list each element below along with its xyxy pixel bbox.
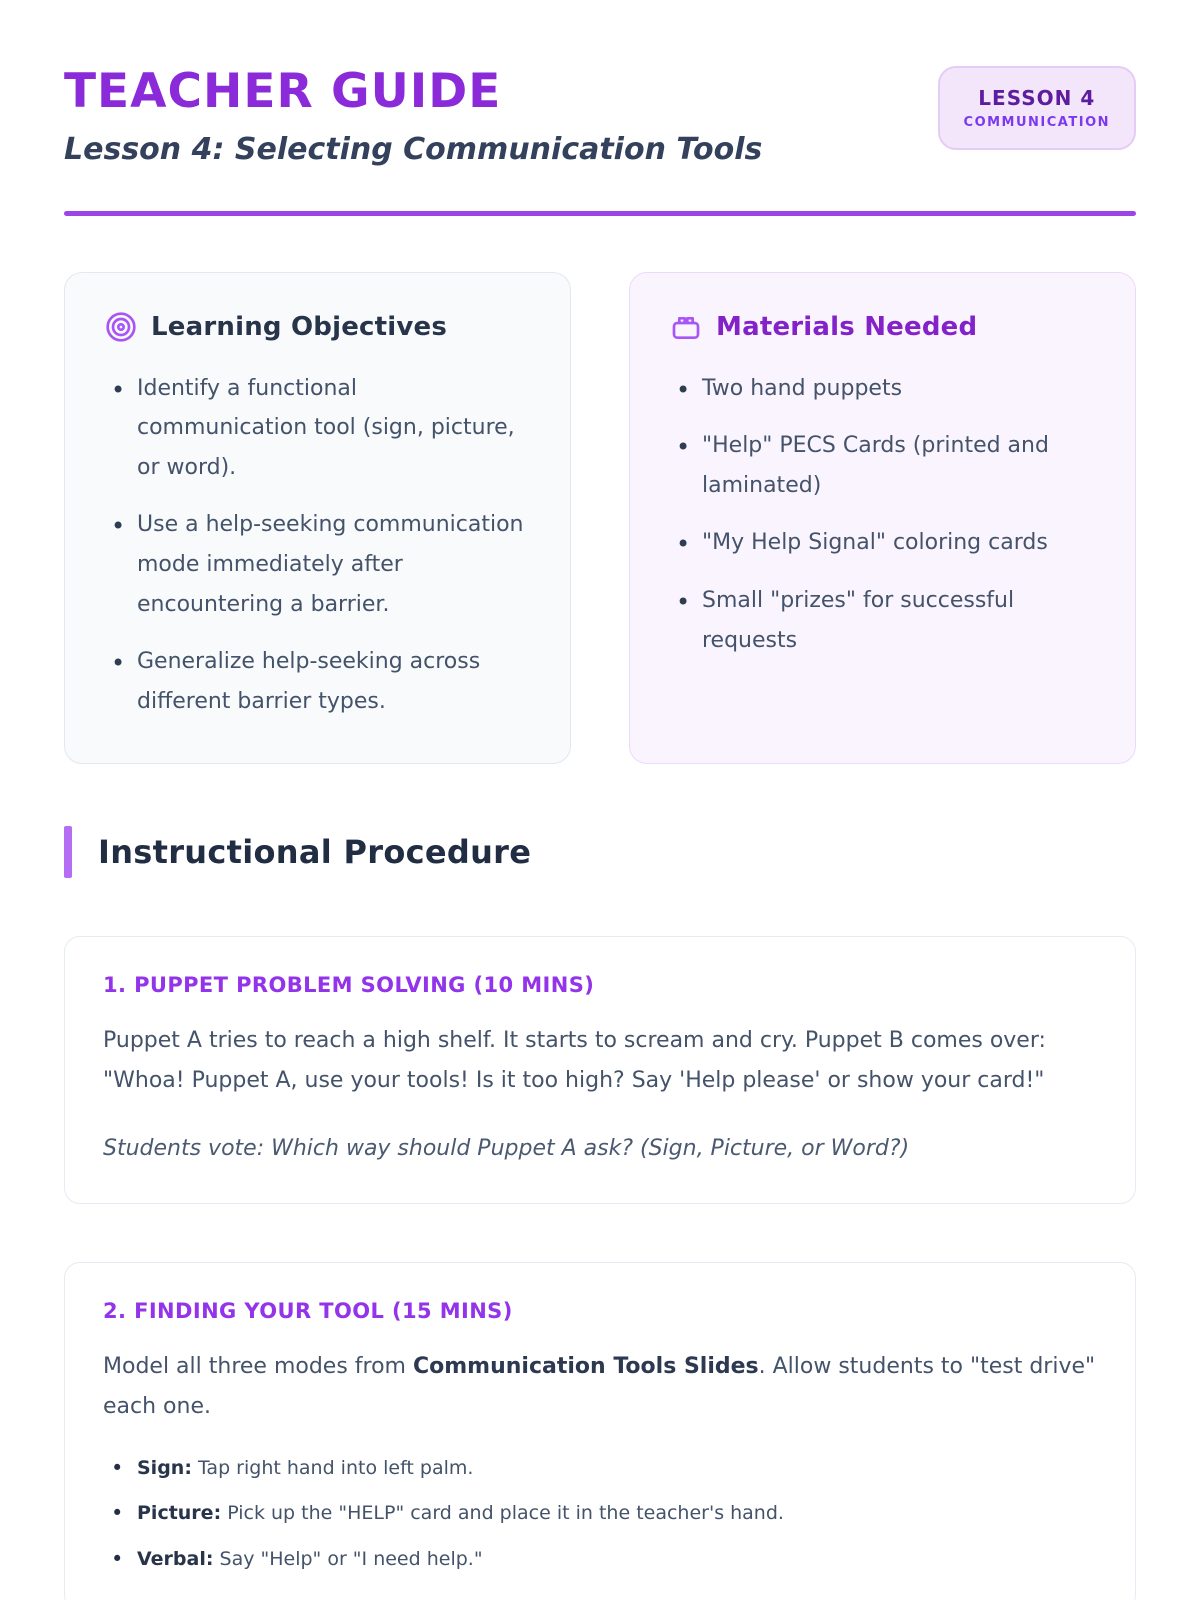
materials-heading: Materials Needed (716, 311, 978, 342)
lesson-subtitle: Lesson 4: Selecting Communication Tools (64, 131, 763, 167)
mode-label: Picture: (137, 1502, 222, 1525)
mode-text: Tap right hand into left palm. (191, 1456, 474, 1479)
material-item: • Small "prizes" for successful requests (670, 581, 1095, 660)
step-card-2 (64, 1262, 1136, 1600)
objective-item: • Generalize help-seeking across different barrier types. (105, 642, 530, 721)
toolbox-icon (670, 311, 702, 343)
page-header (64, 66, 1136, 167)
step-1-note: Students vote: Which way should Puppet A ask? (Sign, Picture, or Word?) (103, 1135, 910, 1161)
badge-category: COMMUNICATION (963, 115, 1110, 130)
lesson-badge (938, 66, 1136, 150)
header-divider (64, 211, 1136, 216)
mode-bullet (103, 1453, 1097, 1483)
step-2-title: 2. FINDING YOUR TOOL (15 MINS) (103, 1298, 513, 1323)
step-2-body-prefix: Model all three modes from (103, 1353, 413, 1379)
badge-lesson-number: LESSON 4 (978, 86, 1096, 110)
step-1-body: Puppet A tries to reach a high shelf. It starts to scream and cry. Puppet B comes over: "Whoa! Puppet A, use your tools! Is it too high? Say 'Help please' or show your card!" (103, 1028, 1046, 1094)
step-1-title: 1. PUPPET PROBLEM SOLVING (10 MINS) (103, 973, 595, 998)
materials-list (670, 369, 1095, 661)
mode-label: Verbal: (137, 1547, 214, 1570)
header-titles (64, 66, 762, 167)
mode-bullet (103, 1498, 1097, 1528)
step-2-bullets (103, 1453, 1097, 1574)
objectives-list (105, 369, 530, 722)
material-item: • "Help" PECS Cards (printed and laminated) (670, 426, 1095, 505)
step-card-1 (64, 936, 1136, 1203)
page-title: TEACHER GUIDE (64, 64, 502, 119)
step-2-body (103, 1347, 1097, 1427)
mode-label: Sign: (137, 1456, 192, 1479)
step-2-body-bold: Communication Tools Slides (412, 1353, 759, 1379)
mode-text: Pick up the "HELP" card and place it in the teacher's hand. (221, 1502, 784, 1525)
info-cards-row (64, 272, 1136, 765)
mode-bullet (103, 1544, 1097, 1574)
material-item: • "My Help Signal" coloring cards (670, 523, 1095, 563)
objectives-heading: Learning Objectives (151, 311, 448, 342)
learning-objectives-card (64, 272, 571, 765)
step-2-body-suffix: . Allow students to "test drive" each one. (103, 1353, 1096, 1419)
mode-text: Say "Help" or "I need help." (213, 1547, 483, 1570)
section-accent-bar (64, 826, 72, 878)
procedure-heading: Instructional Procedure (98, 833, 532, 872)
target-icon (105, 311, 137, 343)
materials-card-header (670, 311, 1095, 343)
materials-needed-card (629, 272, 1136, 765)
objective-item: • Identify a functional communication tool (sign, picture, or word). (105, 369, 530, 488)
material-item: • Two hand puppets (670, 369, 1095, 409)
procedure-section-header (64, 826, 1136, 878)
objectives-card-header (105, 311, 530, 343)
objective-item: • Use a help-seeking communication mode immediately after encountering a barrier. (105, 505, 530, 624)
